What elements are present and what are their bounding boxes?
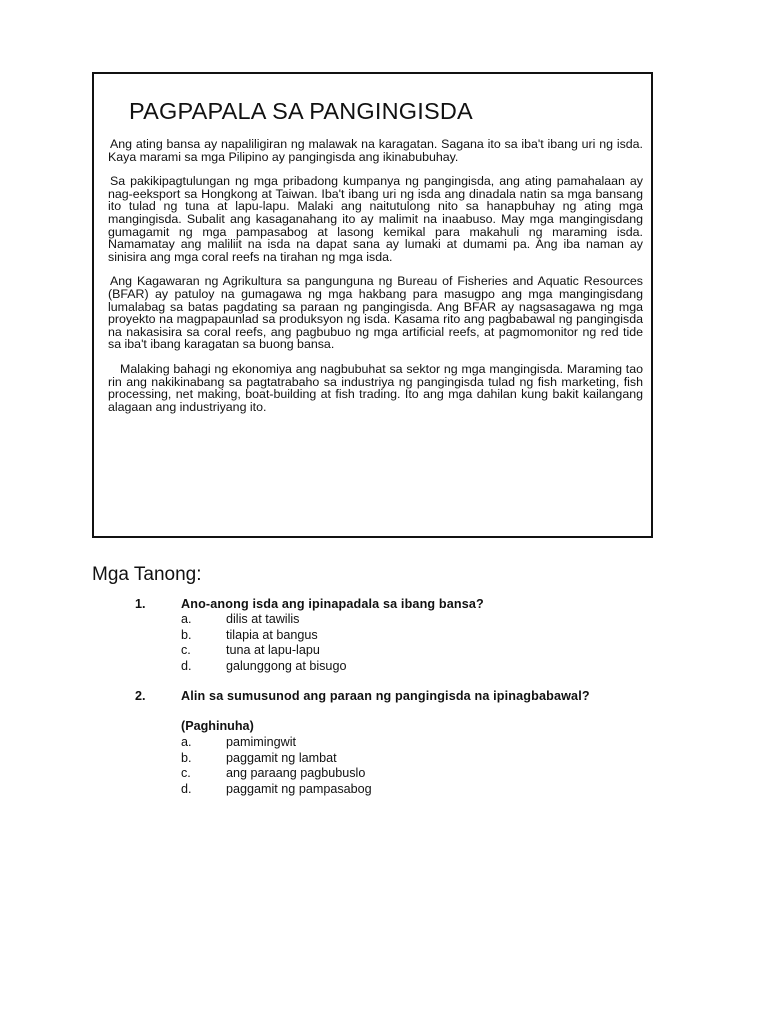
option-letter: b. — [181, 628, 192, 642]
option-text: tilapia at bangus — [226, 628, 318, 642]
option-letter: b. — [181, 751, 192, 765]
option-text: galunggong at bisugo — [226, 659, 347, 673]
passage-paragraph-4: Malaking bahagi ng ekonomiya ang nagbubuhat sa sektor ng mga mangingisda. Maraming tao rin ang nakikinabang sa pagtatrabaho sa industriya ng pangingisda tulad ng fish marketing, fish processing, net making, boat-building at fish trading. Ito ang mga dahilan kung bakit kailangang alagaan ang industriyang ito. — [108, 361, 643, 414]
passage-paragraph-1: Ang ating bansa ay napaliligiran ng malawak na karagatan. Sagana ito sa iba't ibang uri ng isda. Kaya marami sa mga Pilipino ay pangingisda ang ikinabubuhay. — [108, 137, 643, 164]
option-letter: a. — [181, 735, 192, 749]
option-letter: c. — [181, 643, 191, 657]
option-text: pamimingwit — [226, 735, 296, 749]
passage-paragraph-3: Ang Kagawaran ng Agrikultura sa pangunguna ng Bureau of Fisheries and Aquatic Resources (BFAR) ay patuloy na gumagawa ng mga hakbang para masugpo ang mga mangingisdang lumalabag sa batas pagdating sa paraan ng pangingisda. Ang BFAR ay nagsasagawa ng mga proyekto na magpapaunlad sa produksyon ng isda. Kasama rito ang pagbabawal ng pangingisda na nakasisira sa coral reefs, ang pagbubuo ng mga artificial reefs, at pagmomonitor ng red tide sa iba't ibang karagatan sa buong bansa. — [108, 274, 643, 352]
questions-heading: Mga Tanong: — [92, 564, 202, 585]
option-letter: a. — [181, 612, 192, 626]
question-hint: (Paghinuha) — [181, 719, 254, 733]
question-text: Ano-anong isda ang ipinapadala sa ibang bansa? — [181, 597, 484, 611]
option-letter: d. — [181, 782, 192, 796]
question-text: Alin sa sumusunod ang paraan ng pangingisda na ipinagbabawal? — [181, 689, 590, 703]
option-text: dilis at tawilis — [226, 612, 300, 626]
passage-body — [108, 138, 643, 425]
question-number: 1. — [135, 597, 146, 611]
option-text: paggamit ng pampasabog — [226, 782, 372, 796]
option-text: paggamit ng lambat — [226, 751, 337, 765]
option-text: ang paraang pagbubuslo — [226, 766, 366, 780]
option-letter: c. — [181, 766, 191, 780]
option-letter: d. — [181, 659, 192, 673]
passage-paragraph-2: Sa pakikipagtulungan ng mga pribadong kumpanya ng pangingisda, ang ating pamahalaan ay nag-eeksport sa Hongkong at Taiwan. Iba't ibang uri ng isda ang dinadala natin sa mga bansang ito tulad ng tuna at lapu-lapu. Malaki ang naitutulong nito sa hanapbuhay ng ating mga mangingisda. Subalit ang kasaganahang ito ay malimit na inaabuso. May mga mangingisdang gumagamit ng mga pampasabog at lasong kemikal para makahuli ng maraming isda. Namamatay ang maliliit na isda na dapat sana ay lumaki at dumami pa. Ang iba naman ay sinisira ang mga coral reefs na tirahan ng mga isda. — [108, 174, 643, 264]
reading-passage-box — [92, 72, 653, 538]
option-text: tuna at lapu-lapu — [226, 643, 320, 657]
passage-title: PAGPAPALA SA PANGINGISDA — [129, 98, 473, 124]
question-number: 2. — [135, 689, 146, 703]
